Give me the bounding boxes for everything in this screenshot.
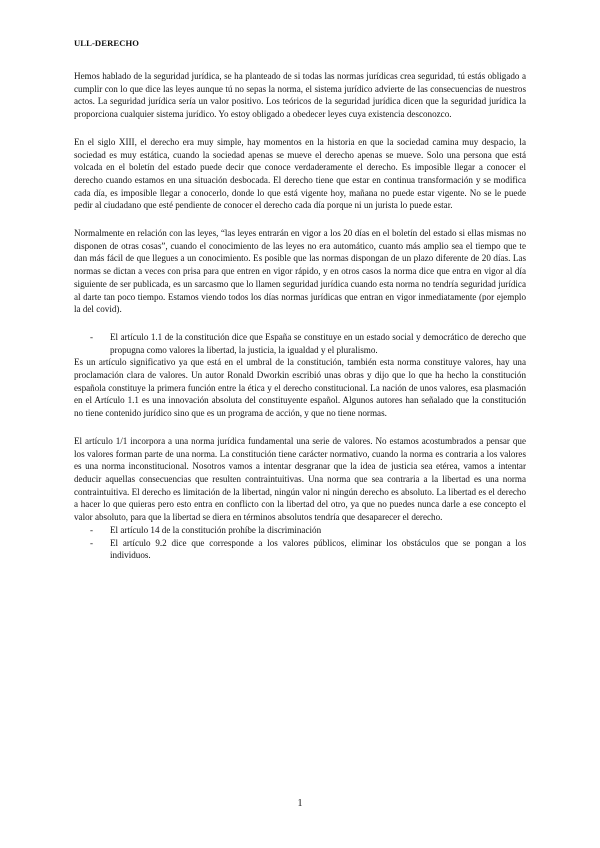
- bullet-item-articulo-1-1: [74, 331, 526, 356]
- bullet-text: El artículo 1.1 de la constitución dice que España se constituye en un estado social y democrático de derecho que propugna como valores la libertad, la justicia, la igualdad y el pluralismo.: [110, 331, 526, 355]
- paragraph-spacer: [74, 420, 526, 435]
- paragraph-siglo-xiii: En el siglo XIII, el derecho era muy simple, hay momentos en la historia en que la sociedad camina muy despacio, la sociedad es muy estática, cuando la sociedad apenas se mueve el derecho apenas se mueve. Solo una persona que está volcada en el boletín del estado puede decir que conoce verdaderamente el derecho. Es imposible llegar a conocer el derecho cuando estamos en una situación desbocada. El derecho tiene que estar en continua transformación y se modifica cada día, es imposible llegar a conocerlo, donde lo que está vigente hoy, mañana no puede estar vigente. No se le puede pedir al ciudadano que esté pendiente de conocer el derecho cada día porque ni un jurista lo puede estar.: [74, 136, 526, 211]
- paragraph-spacer: [74, 121, 526, 136]
- bullet-marker: -: [90, 537, 94, 548]
- paragraph-articulo-significativo: Es un artículo significativo ya que está en el umbral de la constitución, también esta norma constituye valores, hay una proclamación clara de valores. Un autor Ronald Dworkin escribió unas obras y dijo que lo que ha hecho la constitución española constituye la primera función entre la ética y el derecho constitucional. La nación de unos valores, esa plasmación en el Artículo 1.1 es una innovación absoluta del constituyente español. Algunos autores han señalado que la constitución no tiene contenido jurídico sino que es un programa de acción, y que no tiene normas.: [74, 357, 526, 419]
- paragraph-seguridad-juridica: Hemos hablado de la seguridad jurídica, se ha planteado de si todas las normas jurídicas crea seguridad, tú estás obligado a cumplir con lo que dice las leyes aunque tú no sepas la norma, el sistema jurídico advierte de las consecuencias de nuestros actos. La seguridad jurídica sería un valor positivo. Los teóricos de la seguridad jurídica dicen que la seguridad jurídica la proporciona cualquier sistema jurídico. Yo estoy obligado a obedecer leyes cuya existencia desconozco.: [74, 71, 526, 120]
- paragraph-articulo-1-1-valores: El artículo 1/1 incorpora a una norma jurídica fundamental una serie de valores. No estamos acostumbrados a pensar que los valores forman parte de una norma. La constitución tiene carácter normativo, cuando la norma es contraria a los valores es una norma inconstitucional. Nosotros vamos a intentar desgranar que la idea de justicia sea etérea, vamos a intentar deducir aquellas consecuencias que resulten contraintuitivas. Una norma que sea contraria a la libertad es una norma contraintuitiva. El derecho es limitación de la libertad, ningún valor ni ningún derecho es absoluto. La libertad es el derecho a hacer lo que quieras pero esto entra en conflicto con la libertad del otro, ya que no puedes nunca darle a ese concepto el valor absoluto, para que la libertad se diera en términos absolutos tendría que desaparecer el derecho.: [74, 435, 526, 523]
- bullet-item-articulo-14: [74, 524, 526, 537]
- paragraph-entrada-en-vigor: Normalmente en relación con las leyes, “las leyes entrarán en vigor a los 20 días en el boletín del estado si ellas mismas no disponen de otras cosas”, cuando el conocimiento de las leyes no era automático, cuanto más amplio sea el tiempo que te dan más fácil de que llegues a un conocimiento. Es posible que las normas dispongan de un plazo diferente de 20 días. Las normas se dictan a veces con prisa para que entren en vigor rápido, y en otros casos la norma dice que entra en vigor al día siguiente de ser publicada, es un sarcasmo que lo llamen seguridad jurídica cuando esta norma no tendría seguridad jurídica al darte tan poco tiempo. Estamos viendo todos los días normas jurídicas que entran en vigor inmediatamente (por ejemplo la del covid).: [74, 228, 526, 315]
- document-body: [74, 70, 526, 562]
- bullet-item-articulo-9-2: [74, 537, 526, 562]
- paragraph-spacer: [74, 212, 526, 227]
- paragraph-spacer: [74, 316, 526, 331]
- bullet-marker: -: [90, 524, 94, 535]
- page-number: 1: [297, 798, 303, 809]
- bullet-marker: -: [90, 331, 94, 342]
- bullet-text: El artículo 14 de la constitución prohíbe la discriminación: [110, 524, 322, 535]
- page-header: ULL-DERECHO: [74, 38, 140, 48]
- bullet-text: El artículo 9.2 dice que corresponde a los valores públicos, eliminar los obstáculos que se pongan a los individuos.: [110, 537, 526, 561]
